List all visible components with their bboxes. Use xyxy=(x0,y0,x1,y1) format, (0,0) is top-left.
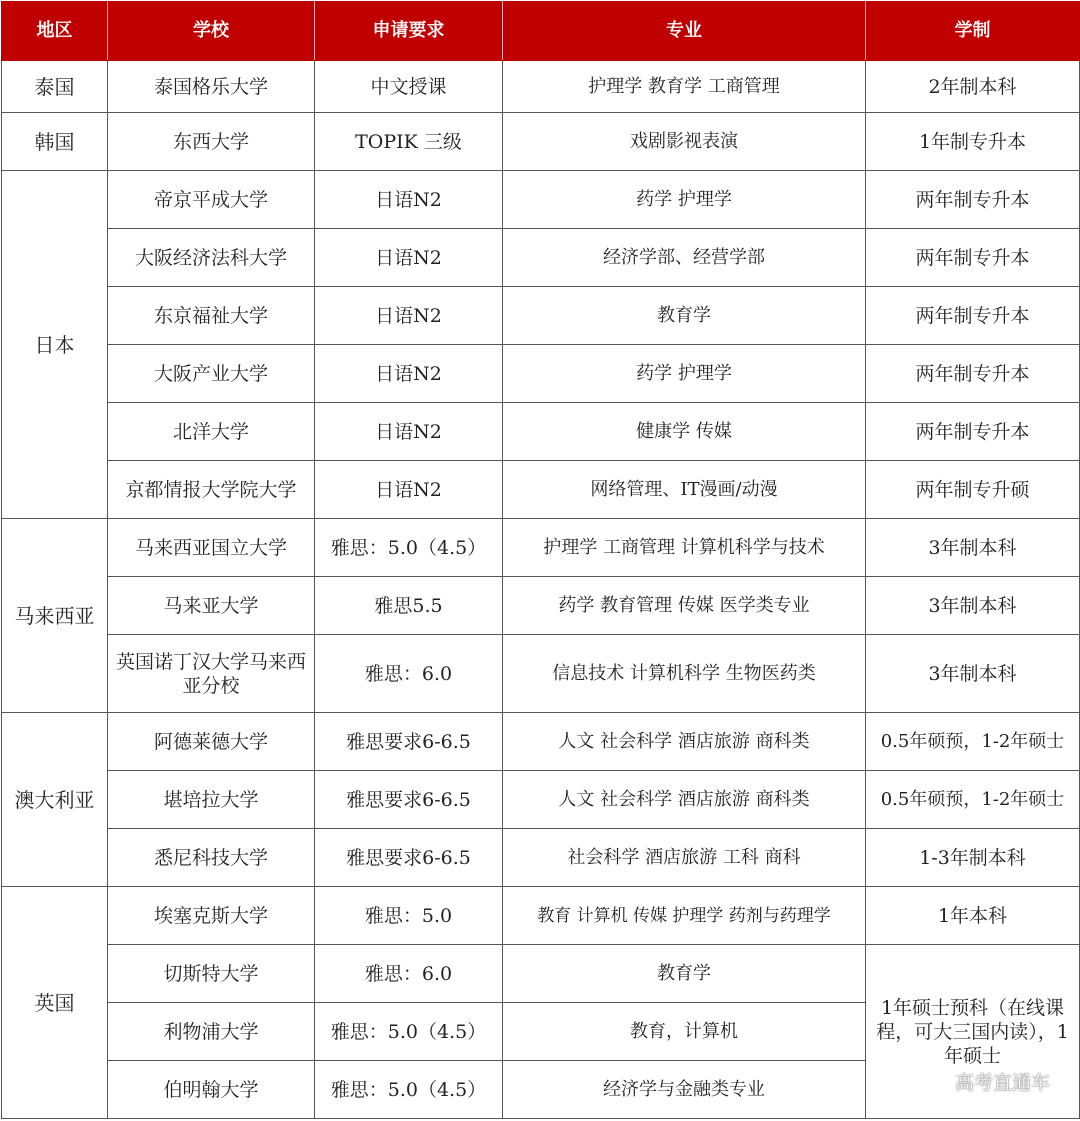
duration-cell: 3年制本科 xyxy=(866,635,1080,713)
requirement-cell: 日语N2 xyxy=(315,345,503,403)
table-row xyxy=(2,577,1080,635)
duration-cell: 3年制本科 xyxy=(866,577,1080,635)
requirement-cell: 雅思5.5 xyxy=(315,577,503,635)
region-cell: 泰国 xyxy=(2,61,108,113)
duration-cell: 3年制本科 xyxy=(866,519,1080,577)
school-cell: 泰国格乐大学 xyxy=(108,61,315,113)
table-row xyxy=(2,61,1080,113)
header-major: 专业 xyxy=(503,2,866,61)
major-cell: 药学 教育管理 传媒 医学类专业 xyxy=(503,577,866,635)
major-cell: 护理学 工商管理 计算机科学与技术 xyxy=(503,519,866,577)
school-cell: 马来亚大学 xyxy=(108,577,315,635)
requirement-cell: 雅思要求6-6.5 xyxy=(315,771,503,829)
region-cell: 马来西亚 xyxy=(2,519,108,713)
major-cell: 社会科学 酒店旅游 工科 商科 xyxy=(503,829,866,887)
requirement-cell: 日语N2 xyxy=(315,171,503,229)
school-cell: 英国诺丁汉大学马来西亚分校 xyxy=(108,635,315,713)
major-cell: 经济学与金融类专业 xyxy=(503,1061,866,1119)
table-row xyxy=(2,829,1080,887)
school-cell: 大阪经济法科大学 xyxy=(108,229,315,287)
duration-cell: 1年制专升本 xyxy=(866,113,1080,171)
table-row xyxy=(2,171,1080,229)
school-cell: 东京福祉大学 xyxy=(108,287,315,345)
duration-cell: 两年制专升硕 xyxy=(866,461,1080,519)
requirement-cell: 日语N2 xyxy=(315,403,503,461)
school-cell: 大阪产业大学 xyxy=(108,345,315,403)
requirement-cell: 雅思：6.0 xyxy=(315,635,503,713)
major-cell: 人文 社会科学 酒店旅游 商科类 xyxy=(503,771,866,829)
requirement-cell: 日语N2 xyxy=(315,461,503,519)
school-cell: 北洋大学 xyxy=(108,403,315,461)
requirement-cell: 日语N2 xyxy=(315,287,503,345)
major-cell: 网络管理、IT漫画/动漫 xyxy=(503,461,866,519)
school-cell: 帝京平成大学 xyxy=(108,171,315,229)
region-cell: 英国 xyxy=(2,887,108,1119)
school-cell: 马来西亚国立大学 xyxy=(108,519,315,577)
requirement-cell: 雅思：5.0 xyxy=(315,887,503,945)
table-row xyxy=(2,771,1080,829)
region-cell: 日本 xyxy=(2,171,108,519)
region-cell: 韩国 xyxy=(2,113,108,171)
major-cell: 教育学 xyxy=(503,945,866,1003)
school-cell: 堪培拉大学 xyxy=(108,771,315,829)
duration-cell: 两年制专升本 xyxy=(866,171,1080,229)
table-row xyxy=(2,345,1080,403)
table-row xyxy=(2,461,1080,519)
table-row xyxy=(2,403,1080,461)
watermark: 高考直通车 xyxy=(954,1072,1050,1094)
school-cell: 悉尼科技大学 xyxy=(108,829,315,887)
major-cell: 教育学 xyxy=(503,287,866,345)
requirement-cell: 雅思要求6-6.5 xyxy=(315,829,503,887)
table-row xyxy=(2,635,1080,713)
table-row xyxy=(2,113,1080,171)
duration-cell: 0.5年硕预，1-2年硕士 xyxy=(866,771,1080,829)
duration-cell: 1年硕士预科（在线课程，可大三国内读），1年硕士 xyxy=(866,945,1080,1119)
duration-cell: 0.5年硕预，1-2年硕士 xyxy=(866,713,1080,771)
study-abroad-table xyxy=(1,1,1080,1119)
requirement-cell: 中文授课 xyxy=(315,61,503,113)
major-cell: 教育 计算机 传媒 护理学 药剂与药理学 xyxy=(503,887,866,945)
duration-cell: 两年制专升本 xyxy=(866,345,1080,403)
table-row xyxy=(2,887,1080,945)
duration-cell: 两年制专升本 xyxy=(866,287,1080,345)
duration-cell: 两年制专升本 xyxy=(866,403,1080,461)
school-cell: 切斯特大学 xyxy=(108,945,315,1003)
duration-cell: 1年本科 xyxy=(866,887,1080,945)
duration-cell: 2年制本科 xyxy=(866,61,1080,113)
table-row xyxy=(2,713,1080,771)
requirement-cell: 雅思：6.0 xyxy=(315,945,503,1003)
school-cell: 东西大学 xyxy=(108,113,315,171)
major-cell: 药学 护理学 xyxy=(503,171,866,229)
header-school: 学校 xyxy=(108,2,315,61)
requirement-cell: 雅思：5.0（4.5） xyxy=(315,1003,503,1061)
table-row xyxy=(2,229,1080,287)
requirement-cell: 雅思：5.0（4.5） xyxy=(315,519,503,577)
header-duration: 学制 xyxy=(866,2,1080,61)
school-cell: 伯明翰大学 xyxy=(108,1061,315,1119)
major-cell: 经济学部、经营学部 xyxy=(503,229,866,287)
header-region: 地区 xyxy=(2,2,108,61)
requirement-cell: 雅思要求6-6.5 xyxy=(315,713,503,771)
header-requirement: 申请要求 xyxy=(315,2,503,61)
major-cell: 人文 社会科学 酒店旅游 商科类 xyxy=(503,713,866,771)
school-cell: 埃塞克斯大学 xyxy=(108,887,315,945)
major-cell: 戏剧影视表演 xyxy=(503,113,866,171)
school-cell: 阿德莱德大学 xyxy=(108,713,315,771)
school-cell: 利物浦大学 xyxy=(108,1003,315,1061)
requirement-cell: 雅思：5.0（4.5） xyxy=(315,1061,503,1119)
duration-cell: 1-3年制本科 xyxy=(866,829,1080,887)
table-row xyxy=(2,945,1080,1003)
table-row xyxy=(2,519,1080,577)
table-row xyxy=(2,287,1080,345)
major-cell: 药学 护理学 xyxy=(503,345,866,403)
major-cell: 教育，计算机 xyxy=(503,1003,866,1061)
school-cell: 京都情报大学院大学 xyxy=(108,461,315,519)
table-header-row xyxy=(2,2,1080,61)
major-cell: 护理学 教育学 工商管理 xyxy=(503,61,866,113)
duration-cell: 两年制专升本 xyxy=(866,229,1080,287)
requirement-cell: 日语N2 xyxy=(315,229,503,287)
major-cell: 信息技术 计算机科学 生物医药类 xyxy=(503,635,866,713)
major-cell: 健康学 传媒 xyxy=(503,403,866,461)
requirement-cell: TOPIK 三级 xyxy=(315,113,503,171)
region-cell: 澳大利亚 xyxy=(2,713,108,887)
